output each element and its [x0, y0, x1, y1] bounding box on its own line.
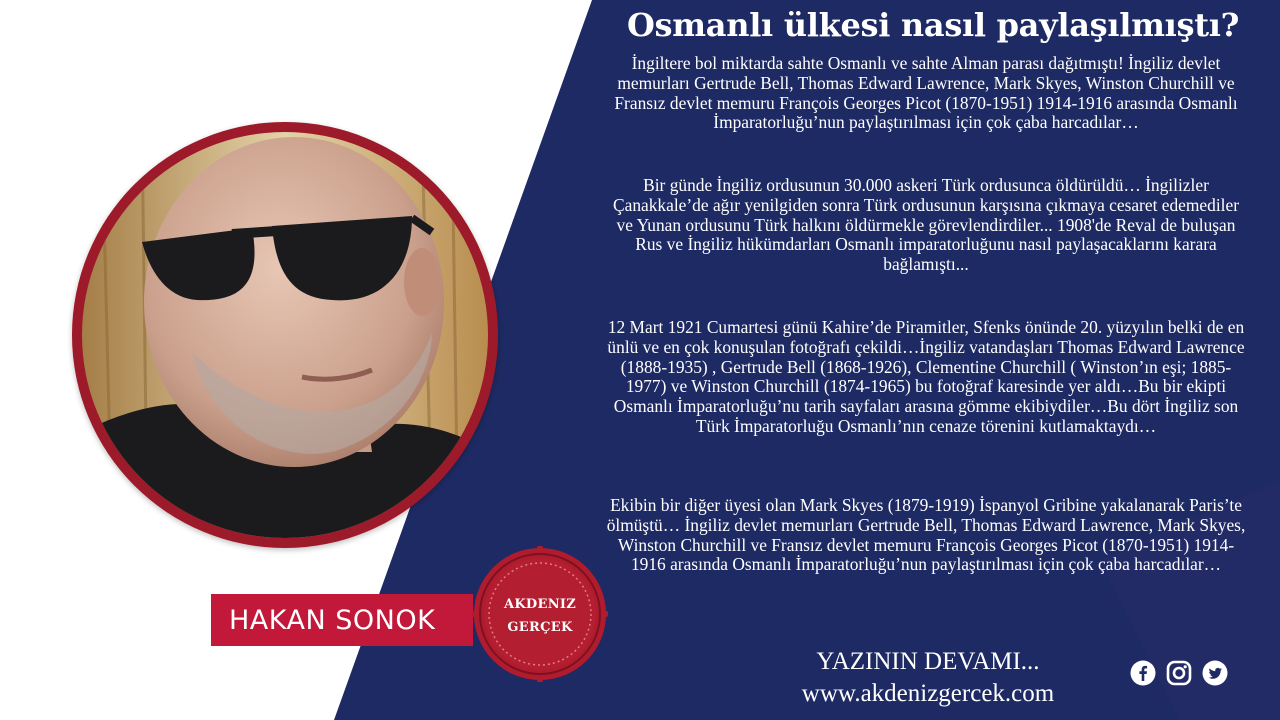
seal-line-2: GERÇEK: [507, 620, 573, 635]
article-paragraph: İngiltere bol miktarda sahte Osmanlı ve sahte Alman parası dağıtmıştı! İngiliz devlet memurları Gertrude Bell, Thomas Edward Lawrence, Mark Skyes, Winston Churchill ve Fransız devlet memuru François Georges Picot (1870-1951) 1914-1916 arasında Osmanlı İmparatorluğu’nun paylaştırılması için çok çaba harcadılar…: [614, 53, 1238, 133]
read-more-label[interactable]: YAZININ DEVAMI...: [816, 648, 1040, 675]
seal-line-1: AKDENIZ: [503, 597, 577, 612]
article-paragraph: Bir günde İngiliz ordusunun 30.000 askeri Türk ordusunca öldürüldü… İngilizler Çanakkale’de ağır yenilgiden sonra Türk ordusunun karşısına çıkmaya cesaret edemediler ve Yunan ordusunu Türk halkını öldürmekle görevlendirdiler... 1908'de Reval de buluşan Rus ve İngiliz hükümdarları Osmanlı imparatorluğunu nasıl paylaşacaklarını karara bağlamıştı...: [613, 175, 1239, 275]
article-paragraph: Ekibin bir diğer üyesi olan Mark Skyes (1879-1919) İspanyol Gribine yakalanarak Paris’te ölmüştü… İngiliz devlet memurları Gertrude Bell, Thomas Edward Lawrence, Mark Skyes, Winston Churchill ve Fransız devlet memuru François Georges Picot (1870-1951) 1914-1916 arasında Osmanlı İmparatorluğu’nun paylaştırılması için çok çaba harcadılar…: [606, 495, 1246, 575]
read-more-block[interactable]: [740, 646, 1116, 710]
social-links: [1130, 660, 1228, 686]
twitter-icon[interactable]: [1202, 660, 1228, 686]
author-name: HAKAN SONOK: [229, 604, 436, 636]
website-url[interactable]: www.akdenizgercek.com: [801, 680, 1055, 707]
article-paragraph: 12 Mart 1921 Cumartesi günü Kahire’de Piramitler, Sfenks önünde 20. yüzyılın belki de en ünlü ve en çok konuşulan fotoğrafı çekildi…İngiliz vatandaşları Thomas Edward Lawrence (1888-1935) , Gertrude Bell (1868-1926), Clementine Churchill ( Winston’ın eşi; 1885-1977) ve Winston Churchill (1874-1965) bu fotoğraf karesinde yer aldı…Bu bir ekipti Osmanlı İmparatorluğu’nu tarih sayfaları arasına gömme ekibiydiler…Bu dört İngiliz son Türk İmparatorluğu Osmanlı’nın cenaze törenini kutlamaktaydı…: [607, 317, 1245, 436]
facebook-icon[interactable]: [1130, 660, 1156, 686]
instagram-icon[interactable]: [1166, 660, 1192, 686]
article-title: Osmanlı ülkesi nasıl paylaşılmıştı?: [626, 6, 1240, 44]
